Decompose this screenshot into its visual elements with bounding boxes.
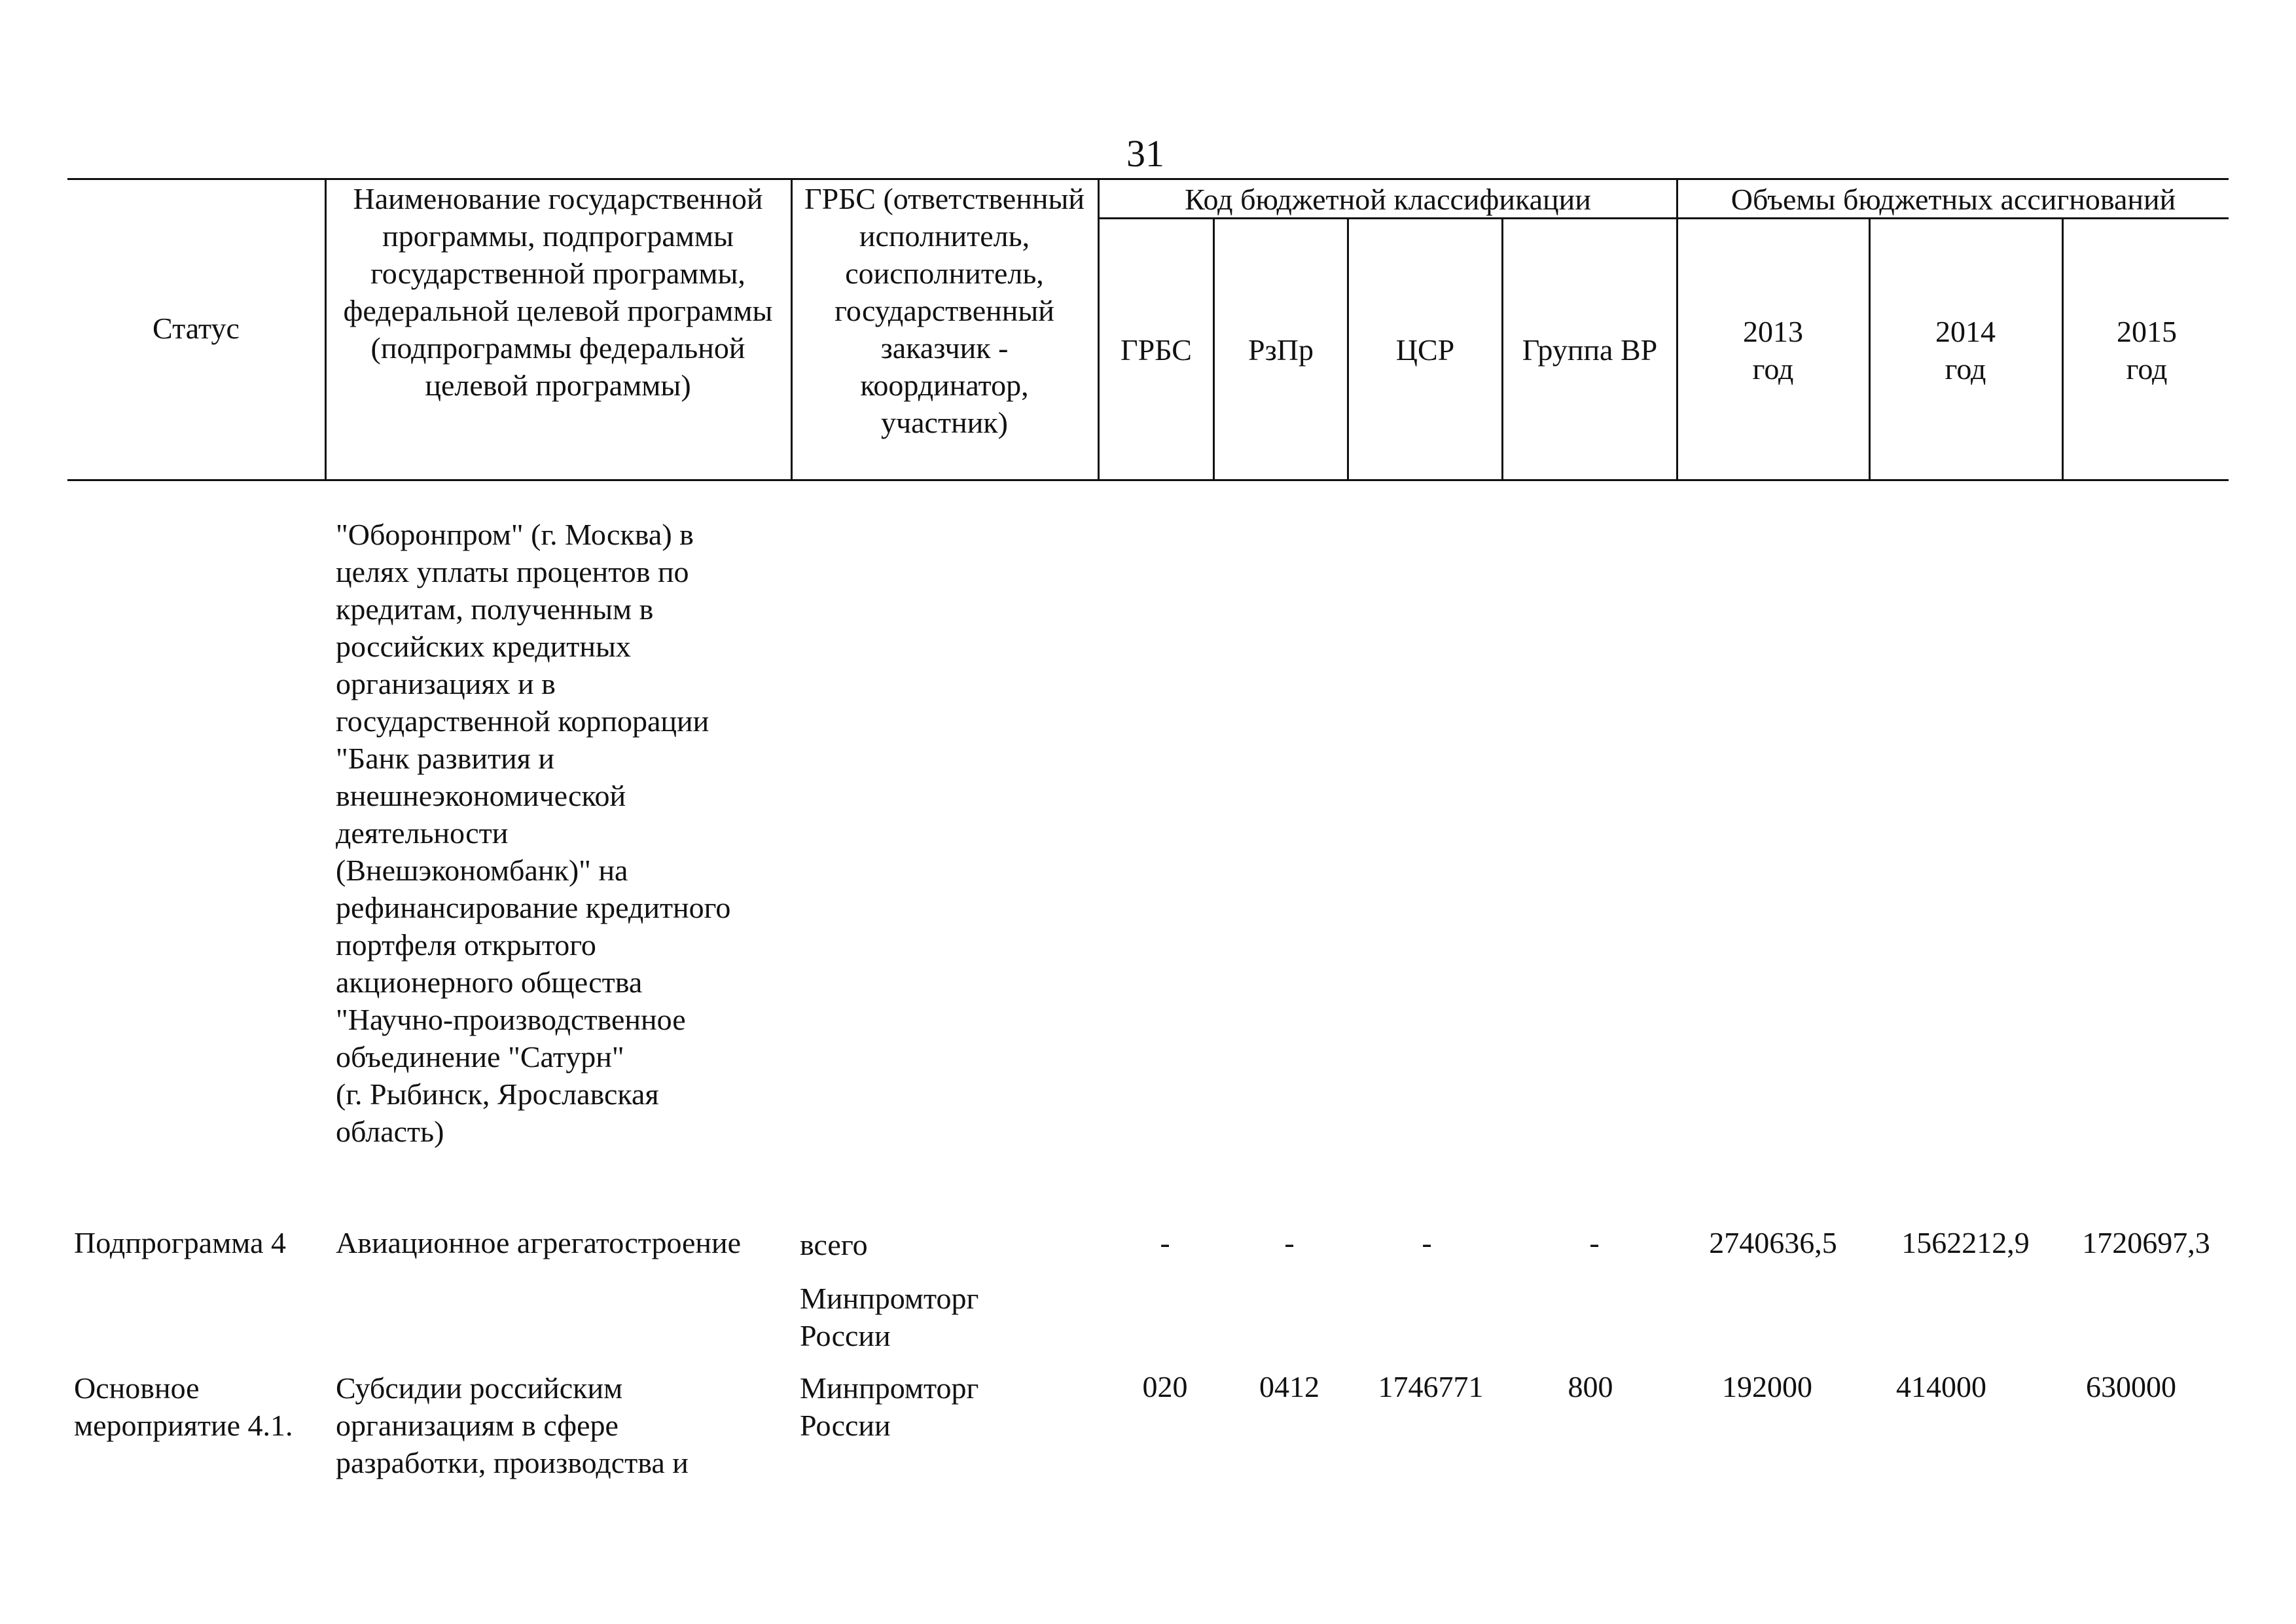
- row-vr-code: 800: [1568, 1370, 1613, 1403]
- header-year-2013: 2013 год: [1743, 315, 1803, 386]
- row-grbs-total: всего: [800, 1228, 868, 1261]
- header-program-name: Наименование государственной программы, подпрограммы государственной программы, федеральной целевой программы (подпрограммы федеральной целевой программы): [343, 182, 773, 402]
- row-amount-2014: 1562212,9: [1901, 1226, 2030, 1259]
- row-grbs-participant: Минпромторг России: [800, 1282, 979, 1352]
- col-divider: [325, 178, 327, 481]
- row-name: Авиационное агрегатостроение: [336, 1226, 742, 1259]
- col-divider: [791, 178, 793, 481]
- row-amount-2015: 1720697,3: [2082, 1226, 2210, 1259]
- header-year-2015: 2015 год: [2117, 315, 2177, 386]
- header-rzpr: РзПр: [1248, 333, 1314, 367]
- header-year-2014: 2014 год: [1935, 315, 1996, 386]
- col-divider: [1098, 178, 1100, 481]
- row-amount-2013: 2740636,5: [1709, 1226, 1837, 1259]
- header-vr-group: Группа ВР: [1522, 333, 1658, 367]
- row-amount-2014: 414000: [1896, 1370, 1986, 1403]
- page-number: 31: [1126, 132, 1164, 175]
- col-divider: [2062, 217, 2064, 481]
- header-allocations: Объемы бюджетных ассигнований: [1731, 183, 2176, 216]
- row-amount-2015: 630000: [2086, 1370, 2176, 1403]
- row-rzpr-code: 0412: [1259, 1370, 1319, 1403]
- continuation-name-text: "Оборонпром" (г. Москва) в целях уплаты процентов по кредитам, полученным в российских кредитных организациях и в государственной корпорации "Банк развития и внешнеэкономической деятельности (Внешэкономбанк)" на рефинансирование кредитного портфеля открытого акционерного общества "Научно-производственное объединение "Сатурн" (г. Рыбинск, Ярославская область): [336, 518, 731, 1148]
- header-csr: ЦСР: [1395, 333, 1455, 367]
- row-grbs-participant: Минпромторг России: [800, 1371, 979, 1442]
- row-status: Основное мероприятие 4.1.: [74, 1371, 293, 1442]
- row-rzpr-code: -: [1284, 1226, 1295, 1259]
- row-vr-code: -: [1589, 1226, 1600, 1259]
- header-grbs: ГРБС: [1121, 333, 1192, 367]
- col-divider: [1869, 217, 1871, 481]
- row-csr-code: -: [1422, 1226, 1432, 1259]
- header-status: Статус: [152, 312, 240, 345]
- header-budget-code: Код бюджетной классификации: [1185, 183, 1591, 216]
- row-grbs-code: -: [1160, 1226, 1170, 1259]
- row-grbs-code: 020: [1142, 1370, 1188, 1403]
- header-bottom-border: [67, 479, 2229, 481]
- header-grbs-main: ГРБС (ответственный исполнитель, соисполнитель, государственный заказчик - координатор, участник): [804, 182, 1085, 439]
- row-name: Субсидии российским организациям в сфере разработки, производства и: [336, 1371, 689, 1479]
- row-amount-2013: 192000: [1722, 1370, 1812, 1403]
- col-divider: [1676, 178, 1678, 481]
- row-status: Подпрограмма 4: [74, 1226, 287, 1259]
- row-csr-code: 1746771: [1378, 1370, 1484, 1403]
